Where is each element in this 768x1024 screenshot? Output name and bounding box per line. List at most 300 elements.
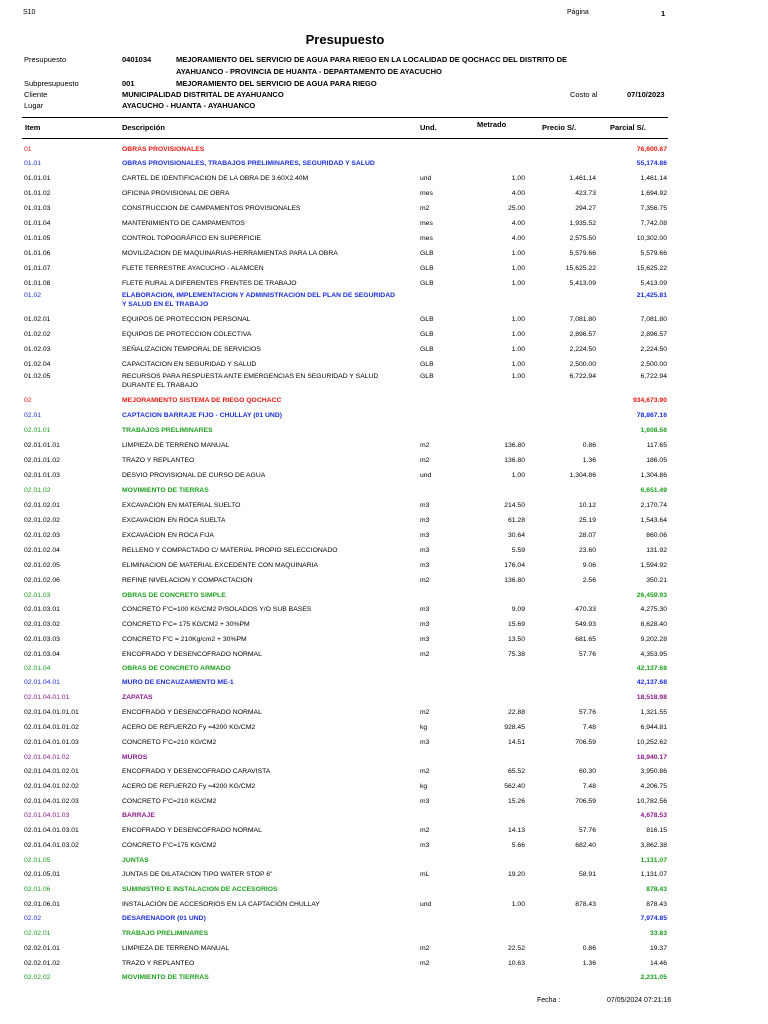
item-description: CAPACITACION EN SEGURIDAD Y SALUD	[122, 361, 257, 368]
item-parcial: 878.43	[646, 901, 667, 908]
item-code: 02.02.01.01	[24, 945, 60, 952]
item-parcial: 6,722.94	[640, 373, 667, 380]
item-parcial: 14.46	[649, 960, 667, 967]
item-unit: m2	[420, 709, 430, 716]
item-code: 01.01	[24, 160, 42, 167]
item-precio: 7.48	[582, 783, 596, 790]
item-precio: 0.86	[582, 945, 596, 952]
item-code: 01.01.01	[24, 175, 51, 182]
item-parcial: 1,131.07	[640, 857, 667, 864]
subpresupuesto-description: MEJORAMIENTO DEL SERVICIO DE AGUA PARA RIEGO	[176, 79, 377, 88]
item-parcial: 10,782.56	[636, 798, 667, 805]
item-description: ZAPATAS	[122, 694, 153, 701]
item-description-continued: Y SALUD EN EL TRABAJO	[122, 301, 209, 308]
item-metrado: 136.80	[504, 442, 525, 449]
item-parcial: 816.15	[646, 827, 667, 834]
item-description: CAPTACION BARRAJE FIJO - CHULLAY (01 UND)	[122, 412, 282, 419]
item-parcial: 1,461.14	[640, 175, 667, 182]
item-parcial: 3,862.38	[640, 842, 667, 849]
item-description: BARRAJE	[122, 812, 155, 819]
item-precio: 706.59	[575, 739, 596, 746]
item-description: ENCOFRADO Y DESENCOFRADO NORMAL	[122, 827, 262, 834]
presupuesto-code: 0401034	[122, 55, 152, 64]
item-code: 01.01.02	[24, 190, 51, 197]
item-precio: 1.36	[582, 457, 596, 464]
item-description: OBRAS PROVISIONALES	[122, 146, 205, 153]
item-metrado: 5.66	[511, 842, 525, 849]
item-metrado: 61.28	[507, 517, 525, 524]
item-unit: m3	[420, 636, 430, 643]
item-description: FLETE TERRESTRE AYACUCHO - ALAMCEN	[122, 265, 264, 272]
item-unit: m3	[420, 621, 430, 628]
item-parcial: 8,628.40	[640, 621, 667, 628]
item-parcial: 4,678.53	[640, 812, 667, 819]
item-metrado: 30.64	[507, 532, 525, 539]
item-code: 01.01.08	[24, 280, 51, 287]
item-metrado: 176.04	[504, 562, 525, 569]
item-description: TRABAJOS PRELIMINARES	[122, 427, 213, 434]
item-parcial: 21,425.81	[636, 292, 667, 299]
item-metrado: 1.00	[511, 361, 525, 368]
item-code: 02.01.06	[24, 886, 51, 893]
item-precio: 681.65	[575, 636, 596, 643]
presupuesto-description-line2: AYAHUANCO - PROVINCIA DE HUANTA - DEPARTAMENTO DE AYACUCHO	[176, 67, 442, 76]
item-parcial: 5,413.09	[640, 280, 667, 287]
system-code: S10	[23, 9, 36, 16]
item-description: DESARENADOR (01 UND)	[122, 915, 206, 922]
item-unit: und	[420, 472, 432, 479]
item-precio: 57.76	[578, 827, 596, 834]
item-unit: GLB	[420, 361, 434, 368]
item-unit: m3	[420, 502, 430, 509]
item-code: 02.01.01.03	[24, 472, 60, 479]
page-label: Página	[567, 9, 589, 16]
item-description: DESVIO PROVISIONAL DE CURSO DE AGUA	[122, 472, 266, 479]
item-metrado: 1.00	[511, 472, 525, 479]
item-precio: 6,722.94	[569, 373, 596, 380]
item-description: MUROS	[122, 754, 148, 761]
item-metrado: 5.59	[511, 547, 525, 554]
item-precio: 5,413.09	[569, 280, 596, 287]
item-description: OBRAS DE CONCRETO ARMADO	[122, 665, 231, 672]
item-code: 02.01.01	[24, 427, 51, 434]
item-precio: 7,081.80	[569, 316, 596, 323]
item-description: JUNTAS	[122, 857, 149, 864]
item-precio: 470.33	[575, 606, 596, 613]
item-code: 01.02.02	[24, 331, 51, 338]
item-description: ENCOFRADO Y DESENCOFRADO CARAVISTA	[122, 768, 271, 775]
item-description: CONCRETO F'C= 175 KG/CM2 + 30%PM	[122, 621, 250, 628]
item-metrado: 1.00	[511, 280, 525, 287]
item-precio: 682.40	[575, 842, 596, 849]
item-parcial: 2,231.05	[640, 974, 667, 981]
item-unit: GLB	[420, 280, 434, 287]
item-unit: m2	[420, 442, 430, 449]
item-precio: 1.36	[582, 960, 596, 967]
subpresupuesto-label: Subpresupuesto	[24, 79, 79, 88]
item-unit: kg	[420, 783, 428, 790]
item-code: 02.01.04.01.02.03	[24, 798, 79, 805]
item-metrado: 214.50	[504, 502, 525, 509]
item-precio: 23.60	[578, 547, 596, 554]
item-code: 02.02.02	[24, 974, 51, 981]
item-code: 02.01.03	[24, 592, 51, 599]
item-description: OFICINA PROVISIONAL DE OBRA	[122, 190, 230, 197]
item-precio: 10.12	[578, 502, 596, 509]
item-precio: 1,461.14	[569, 175, 596, 182]
item-metrado: 9.09	[511, 606, 525, 613]
item-description: EXCAVACION EN ROCA SUELTA	[122, 517, 226, 524]
column-und: Und.	[420, 123, 437, 132]
item-parcial: 2,170.74	[640, 502, 667, 509]
item-parcial: 10,302.00	[636, 235, 667, 242]
item-code: 02.01.04	[24, 665, 51, 672]
item-description-continued: DURANTE EL TRABAJO	[122, 382, 198, 389]
item-metrado: 562.40	[504, 783, 525, 790]
item-precio: 9.06	[582, 562, 596, 569]
item-code: 02.01.04.01.01	[24, 694, 70, 701]
item-precio: 1,935.52	[569, 220, 596, 227]
item-code: 02.01.04.01	[24, 679, 60, 686]
item-description: SUMINISTRO E INSTALACION DE ACCESORIOS	[122, 886, 278, 893]
item-metrado: 1.00	[511, 373, 525, 380]
item-code: 02.01.05	[24, 857, 51, 864]
item-parcial: 1,131.07	[640, 871, 667, 878]
item-code: 01.02.01	[24, 316, 51, 323]
item-description: MEJORAMIENTO SISTEMA DE RIEGO QOCHACC	[122, 397, 282, 404]
item-description: INSTALACIÓN DE ACCESORIOS EN LA CAPTACIÓN CHULLAY	[122, 901, 320, 908]
item-precio: 1,304.86	[569, 472, 596, 479]
item-description: ENCOFRADO Y DESENCOFRADO NORMAL	[122, 709, 262, 716]
item-metrado: 1.00	[511, 346, 525, 353]
item-description: EXCAVACION EN MATERIAL SUELTO	[122, 502, 241, 509]
item-metrado: 19.20	[507, 871, 525, 878]
item-parcial: 6,944.81	[640, 724, 667, 731]
column-parcial: Parcial S/.	[610, 123, 646, 132]
item-unit: m2	[420, 205, 430, 212]
item-code: 02.01.04.01.01.03	[24, 739, 79, 746]
item-unit: mL	[420, 871, 430, 878]
item-code: 02.01.02.05	[24, 562, 60, 569]
item-precio: 28.07	[578, 532, 596, 539]
item-precio: 5,579.66	[569, 250, 596, 257]
item-unit: GLB	[420, 316, 434, 323]
item-unit: m2	[420, 768, 430, 775]
item-unit: m2	[420, 960, 430, 967]
item-parcial: 7,974.85	[640, 915, 667, 922]
item-parcial: 4,206.75	[640, 783, 667, 790]
item-description: SEÑALIZACION TEMPORAL DE SERVICIOS	[122, 346, 261, 353]
item-description: FLETE RURAL A DIFERENTES FRENTES DE TRABAJO	[122, 280, 297, 287]
item-parcial: 18,940.17	[636, 754, 667, 761]
item-code: 01.02.03	[24, 346, 51, 353]
item-parcial: 9,202.28	[640, 636, 667, 643]
item-metrado: 15.69	[507, 621, 525, 628]
item-parcial: 19.37	[649, 945, 667, 952]
item-code: 02.01.01.01	[24, 442, 60, 449]
item-parcial: 55,174.86	[636, 160, 667, 167]
item-description: RELLENO Y COMPACTADO C/ MATERIAL PROPIO SELECCIONADO	[122, 547, 338, 554]
item-description: CONCRETO F'C = 210Kg/cm2 + 30%PM	[122, 636, 247, 643]
item-parcial: 42,137.68	[636, 679, 667, 686]
item-metrado: 65.52	[507, 768, 525, 775]
item-code: 01.01.04	[24, 220, 51, 227]
item-unit: m2	[420, 651, 430, 658]
item-description: ACERO DE REFUERZO Fy =4200 KG/CM2	[122, 783, 256, 790]
item-description: CONCRETO F'C=210 KG/CM2	[122, 798, 217, 805]
item-parcial: 1,304.86	[640, 472, 667, 479]
item-precio: 2.56	[582, 577, 596, 584]
column-item: Item	[25, 123, 41, 132]
item-code: 02.01.01.02	[24, 457, 60, 464]
lugar-value: AYACUCHO - HUANTA - AYAHUANCO	[122, 101, 256, 110]
item-parcial: 131.92	[646, 547, 667, 554]
item-metrado: 13.50	[507, 636, 525, 643]
item-code: 02.01.04.01.01.01	[24, 709, 79, 716]
item-unit: m3	[420, 517, 430, 524]
item-description: TRAZO Y REPLANTEO	[122, 457, 195, 464]
item-code: 02.01.02.02	[24, 517, 60, 524]
item-code: 01.02	[24, 292, 42, 299]
item-code: 01.01.07	[24, 265, 51, 272]
item-description: MURO DE ENCAUZAMIENTO ME-1	[122, 679, 234, 686]
item-parcial: 26,459.93	[636, 592, 667, 599]
item-code: 01.01.03	[24, 205, 51, 212]
item-metrado: 4.00	[511, 235, 525, 242]
item-parcial: 4,275.30	[640, 606, 667, 613]
item-code: 02.01.06.01	[24, 901, 60, 908]
item-unit: GLB	[420, 265, 434, 272]
item-precio: 2,896.57	[569, 331, 596, 338]
item-precio: 57.76	[578, 651, 596, 658]
lugar-label: Lugar	[24, 101, 44, 110]
item-parcial: 7,742.08	[640, 220, 667, 227]
presupuesto-description-line1: MEJORAMIENTO DEL SERVICIO DE AGUA PARA RIEGO EN LA LOCALIDAD DE QOCHACC DEL DISTRITO DE	[176, 55, 568, 64]
page-number: 1	[661, 9, 666, 18]
item-unit: m3	[420, 606, 430, 613]
item-description: OBRAS PROVISIONALES, TRABAJOS PRELIMINARES, SEGURIDAD Y SALUD	[122, 160, 375, 167]
item-unit: GLB	[420, 250, 434, 257]
item-precio: 0.86	[582, 442, 596, 449]
item-precio: 25.19	[578, 517, 596, 524]
page-title: Presupuesto	[305, 32, 385, 47]
item-parcial: 5,579.66	[640, 250, 667, 257]
item-code: 02.01.04.01.03.01	[24, 827, 79, 834]
item-code: 02	[24, 397, 32, 404]
item-code: 02.01.02.03	[24, 532, 60, 539]
item-precio: 294.27	[575, 205, 596, 212]
footer-date-label: Fecha :	[537, 997, 561, 1004]
item-unit: und	[420, 175, 432, 182]
item-description: TRABAJO PRELIMINARES	[122, 930, 209, 937]
item-code: 02.01.03.02	[24, 621, 60, 628]
item-code: 02.02	[24, 915, 42, 922]
column-header	[22, 117, 668, 139]
item-parcial: 7,356.75	[640, 205, 667, 212]
item-description: OBRAS DE CONCRETO SIMPLE	[122, 592, 226, 599]
item-code: 01.02.04	[24, 361, 51, 368]
item-description: LIMPIEZA DE TERRENO MANUAL	[122, 442, 230, 449]
item-metrado: 1.00	[511, 250, 525, 257]
item-unit: m2	[420, 577, 430, 584]
item-code: 02.01.02.01	[24, 502, 60, 509]
cliente-value: MUNICIPALIDAD DISTRITAL DE AYAHUANCO	[122, 90, 284, 99]
item-metrado: 4.00	[511, 220, 525, 227]
item-description: CONCRETO F'C=175 KG/CM2	[122, 842, 217, 849]
item-description: CONCRETO F'C=210 KG/CM2	[122, 739, 217, 746]
column-metrado: Metrado	[477, 120, 507, 129]
item-unit: GLB	[420, 346, 434, 353]
item-parcial: 186.05	[646, 457, 667, 464]
item-parcial: 2,500.00	[640, 361, 667, 368]
item-parcial: 1,594.92	[640, 562, 667, 569]
item-precio: 2,500.00	[569, 361, 596, 368]
item-code: 02.01.04.01.02.02	[24, 783, 79, 790]
item-description: MOVILIZACION DE MAQUINARIAS-HERRAMIENTAS PARA LA OBRA	[122, 250, 338, 257]
column-precio: Precio S/.	[542, 123, 577, 132]
item-parcial: 7,081.80	[640, 316, 667, 323]
item-parcial: 10,252.62	[636, 739, 667, 746]
item-parcial: 1,321.55	[640, 709, 667, 716]
item-precio: 58.91	[578, 871, 596, 878]
item-parcial: 117.65	[646, 442, 667, 449]
item-precio: 57.76	[578, 709, 596, 716]
item-precio: 549.93	[575, 621, 596, 628]
item-code: 02.01.04.01.02.01	[24, 768, 79, 775]
item-metrado: 15.26	[507, 798, 525, 805]
item-description: CARTEL DE IDENTIFICACION DE LA OBRA DE 3.60X2.40M	[122, 175, 309, 182]
item-code: 02.01.04.01.01.02	[24, 724, 79, 731]
item-unit: m3	[420, 739, 430, 746]
item-description: REFINE NIVELACION Y COMPACTACION	[122, 577, 253, 584]
item-code: 02.01.03.04	[24, 651, 60, 658]
item-metrado: 1.00	[511, 265, 525, 272]
item-code: 02.02.01	[24, 930, 51, 937]
item-description: CONCRETO F'C=100 KG/CM2 P/SOLADOS Y/O SUB BASES	[122, 606, 312, 613]
item-parcial: 2,896.57	[640, 331, 667, 338]
item-metrado: 75.38	[507, 651, 525, 658]
item-unit: GLB	[420, 373, 434, 380]
item-code: 01.01.05	[24, 235, 51, 242]
item-parcial: 860.06	[646, 532, 667, 539]
column-descripcion: Descripción	[122, 123, 165, 132]
item-parcial: 1,543.64	[640, 517, 667, 524]
cliente-label: Cliente	[24, 90, 48, 99]
item-code: 02.01.02.06	[24, 577, 60, 584]
item-code: 02.01.04.01.03	[24, 812, 70, 819]
item-description: ELIMINACION DE MATERIAL EXCEDENTE CON MAQUINARIA	[122, 562, 319, 569]
item-unit: m3	[420, 562, 430, 569]
item-code: 02.01.02.04	[24, 547, 60, 554]
item-unit: m3	[420, 798, 430, 805]
item-precio: 60.30	[578, 768, 596, 775]
item-parcial: 6,651.49	[640, 487, 667, 494]
item-description: MANTENIMIENTO DE CAMPAMENTOS	[122, 220, 245, 227]
item-unit: GLB	[420, 331, 434, 338]
item-metrado: 1.00	[511, 331, 525, 338]
item-precio: 15,625.22	[565, 265, 596, 272]
item-code: 02.01.03.01	[24, 606, 60, 613]
item-metrado: 10.63	[507, 960, 525, 967]
item-precio: 2,575.50	[569, 235, 596, 242]
item-parcial: 4,353.95	[640, 651, 667, 658]
item-parcial: 2,224.50	[640, 346, 667, 353]
item-parcial: 15,625.22	[636, 265, 667, 272]
item-description: ENCOFRADO Y DESENCOFRADO NORMAL	[122, 651, 262, 658]
item-parcial: 76,600.67	[636, 146, 667, 153]
costo-label: Costo al	[570, 90, 598, 99]
item-unit: m3	[420, 547, 430, 554]
item-description: CONSTRUCCION DE CAMPAMENTOS PROVISIONALES	[122, 205, 301, 212]
item-metrado: 1.00	[511, 901, 525, 908]
item-description: LIMPIEZA DE TERRENO MANUAL	[122, 945, 230, 952]
item-code: 01.01.06	[24, 250, 51, 257]
item-code: 02.01.02	[24, 487, 51, 494]
item-unit: kg	[420, 724, 428, 731]
item-description: RECURSOS PARA RESPUESTA ANTE EMERGENCIAS EN SEGURIDAD Y SALUD	[122, 373, 379, 380]
subpresupuesto-code: 001	[122, 79, 135, 88]
item-code: 01	[24, 146, 32, 153]
item-metrado: 136.80	[504, 577, 525, 584]
item-unit: m2	[420, 457, 430, 464]
item-code: 02.01	[24, 412, 42, 419]
item-parcial: 934,673.90	[632, 397, 667, 404]
item-description: EXCAVACION EN ROCA FIJA	[122, 532, 214, 539]
item-precio: 7.48	[582, 724, 596, 731]
item-metrado: 1.00	[511, 316, 525, 323]
item-metrado: 14.51	[507, 739, 525, 746]
item-unit: m2	[420, 827, 430, 834]
item-unit: mes	[420, 220, 433, 227]
item-precio: 878.43	[575, 901, 596, 908]
item-code: 01.02.05	[24, 373, 51, 380]
item-parcial: 78,867.16	[636, 412, 667, 419]
item-description: EQUIPOS DE PROTECCION COLECTIVA	[122, 331, 252, 338]
item-unit: m3	[420, 842, 430, 849]
item-description: JUNTAS DE DILATACION TIPO WATER STOP 6"	[122, 871, 273, 878]
item-parcial: 33.83	[649, 930, 667, 937]
item-code: 02.01.05.01	[24, 871, 60, 878]
item-parcial: 1,694.92	[640, 190, 667, 197]
item-parcial: 350.21	[646, 577, 667, 584]
item-unit: mes	[420, 235, 433, 242]
item-metrado: 22.52	[507, 945, 525, 952]
item-metrado: 25.00	[507, 205, 525, 212]
item-precio: 706.59	[575, 798, 596, 805]
item-unit: m3	[420, 532, 430, 539]
item-unit: m2	[420, 945, 430, 952]
item-precio: 423.73	[575, 190, 596, 197]
item-parcial: 878.43	[646, 886, 667, 893]
presupuesto-label: Presupuesto	[24, 55, 67, 64]
item-code: 02.02.01.02	[24, 960, 60, 967]
item-code: 02.01.04.01.03.02	[24, 842, 79, 849]
item-unit: und	[420, 901, 432, 908]
item-description: TRAZO Y REPLANTEO	[122, 960, 195, 967]
item-metrado: 136.80	[504, 457, 525, 464]
item-description: ACERO DE REFUERZO Fy =4200 KG/CM2	[122, 724, 256, 731]
item-precio: 2,224.50	[569, 346, 596, 353]
footer-date-value: 07/05/2024 07:21:16	[607, 997, 672, 1004]
item-parcial: 42,137.68	[636, 665, 667, 672]
item-metrado: 14.13	[507, 827, 525, 834]
item-unit: mes	[420, 190, 433, 197]
item-description: ELABORACION, IMPLEMENTACION Y ADMINISTRACION DEL PLAN DE SEGURIDAD	[122, 292, 396, 299]
item-description: EQUIPOS DE PROTECCION PERSONAL	[122, 316, 251, 323]
item-metrado: 22.88	[507, 709, 525, 716]
item-metrado: 4.00	[511, 190, 525, 197]
item-description: CONTROL TOPOGRÁFICO EN SUPERFICIE	[122, 235, 261, 242]
